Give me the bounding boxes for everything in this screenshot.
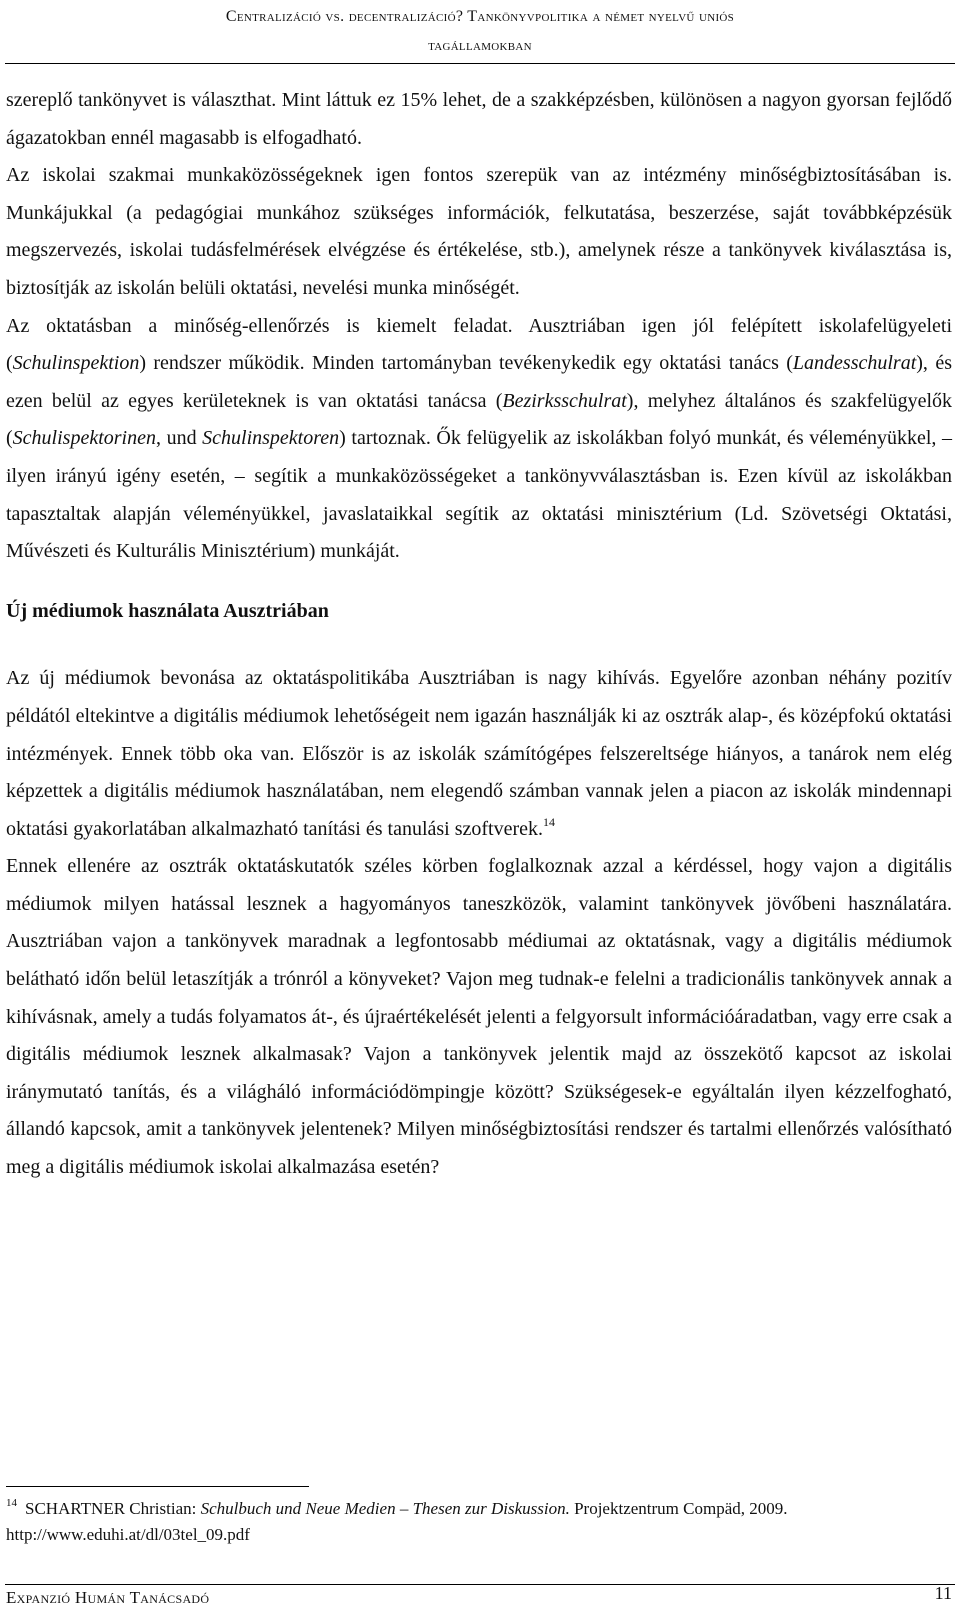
term-bezirksschulrat: Bezirksschulrat [502, 389, 627, 412]
term-landesschulrat: Landesschulrat [792, 352, 917, 375]
footnote-number: 14 [6, 1497, 17, 1509]
paragraph-4 [6, 660, 952, 848]
paragraph-2: Az iskolai szakmai munkaközösségeknek igen fontos szerepük van az intézmény minőségbiztosításában is. Munkájukkal (a pedagógiai munkához szükséges információk, felkutatása, beszerzése, saját továbbképzésük megszervezés, iskolai tudásfelmérések elvégzése és értékelése, stb.), amelynek része a tankönyvek kiválasztása is, biztosítják az iskolán belüli oktatási, nevelési munka minőségét. [6, 164, 952, 299]
body-text [6, 82, 952, 1187]
running-header-line1: Centralizáció vs. decentralizáció? Tankönyvpolitika a német nyelvű uniós [225, 8, 735, 25]
paragraph-4-text: Az új médiumok bevonása az oktatáspolitikába Ausztriában is nagy kihívás. Egyelőre azonban néhány pozitív példától eltekintve a digitális médiumok lehetőségeit nem igazán használják ki az osztrák alap-, és középfokú oktatási intézmények. Ennek több oka van. Először is az iskolák számítógépes felszereltsége hiányos, a tanárok nem elég képzettek a digitális médiumok használatában, nem elegendő számban vannak jelen a piacon az iskolák mindennapi oktatási gyakorlatában alkalmazható tanítási és tanulási szoftverek. [6, 667, 952, 840]
section-spacer [6, 571, 952, 593]
paragraph-3-text-k: ) tartoznak. Ők felügyelik az iskolákban folyó munkát, és véleményükkel, – ilyen irányú igény esetén, – segítik a munkaközösségeket a tankönyvválasztásban is. Ezen kívül az iskolákban tapasztaltak alapján véleményükkel, javaslataikkal segítik az oktatási minisztérium (Ld. Szövetségi Oktatási, Művészeti és Kulturális Minisztérium) munkáját. [6, 427, 953, 563]
footer-publisher: Expanzió Humán Tanácsadó [6, 1588, 210, 1607]
running-header-line2: tagállamokban [428, 37, 532, 54]
term-schulispektorinen: Schulispektorinen [12, 427, 156, 450]
header-divider [5, 63, 955, 64]
term-schulinspektion: Schulinspektion [12, 352, 140, 375]
footer-divider [5, 1584, 955, 1585]
paragraph-3-text-i: , und [155, 427, 203, 450]
paragraph-3-text-e: ), és ezen belül az egyes kerületeknek is van oktatási tanácsa ( [6, 352, 952, 412]
section-heading: Új médiumok használata Ausztriában [6, 599, 329, 622]
paragraph-3-text-c: ) rendszer működik. Minden tartományban tevékenykedik egy oktatási tanács ( [139, 352, 793, 375]
paragraph-3-text-g: ), melyhez általános és szakfelügyelők ( [6, 389, 953, 450]
paragraph-5: Ennek ellenére az osztrák oktatáskutatók széles körben foglalkoznak azzal a kérdéssel, hogy vajon a digitális médiumok milyen hatással lesznek a hagyományos taneszközök, valamint tankönyvek jövőbeni használatára. Ausztriában vajon a tankönyvek maradnak a legfontosabb médiumai az oktatásnak, vagy a digitális médiumok belátható időn belül letaszítják a trónról a könyveket? Vajon meg tudnak-e felelni a tradicionális tankönyvek annak a kihívásnak, amely a tudás folyamatos át-, és újraértékelését jelenti a felgyorsult információáradatban, vagy erre csak a digitális médiumok lesznek alkalmasak? Vajon a tankönyvek jelentik majd az összekötő kapcsot az iskolai iránymutató tanítás, és a világháló információdömpingje között? Szükségesek-e egyáltalán ilyen kézzelfogható, állandó kapcsok, amit a tankönyvek jelentenek? Milyen minőségbiztosítási rendszer és tartalmi ellenőrzés valósítható meg a digitális médiumok iskolai alkalmazása esetén? [6, 855, 952, 1179]
heading-spacer [6, 630, 952, 660]
footnote-reference[interactable]: 14 [543, 814, 556, 829]
page-number: 11 [934, 1583, 952, 1603]
footnote-title: Schulbuch und Neue Medien – Thesen zur Diskussion. [200, 1499, 570, 1518]
paragraph-1: szereplő tankönyvet is választhat. Mint láttuk ez 15% lehet, de a szakképzésben, különösen a nagyon gyorsan fejlődő ágazatokban ennél magasabb is elfogadható. [6, 89, 952, 149]
paragraph-3 [6, 308, 952, 571]
footnote-source: Projektzentrum Compäd, 2009. http://www.eduhi.at/dl/03tel_09.pdf [6, 1499, 788, 1544]
footnote [6, 1496, 952, 1548]
paragraph-3-text-a: Az oktatásban a minőség-ellenőrzés is kiemelt feladat. Ausztriában igen jól felépített iskolafelügyeleti ( [6, 314, 952, 375]
footnote-author: SCHARTNER Christian: [25, 1499, 201, 1518]
footnote-divider [6, 1486, 309, 1487]
running-header [0, 2, 960, 60]
term-schulinspektoren: Schulinspektoren [202, 427, 340, 450]
